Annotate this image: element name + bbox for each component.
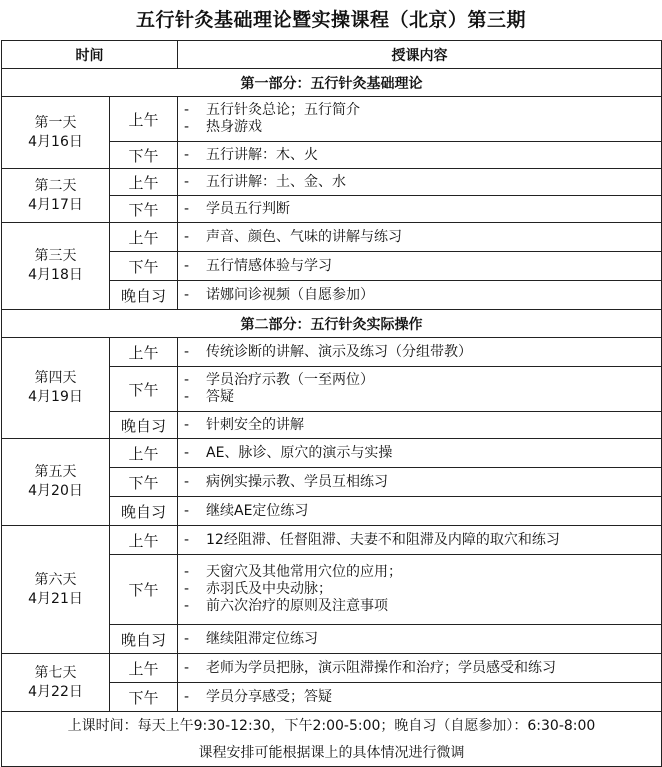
item-text: 继续阻滞定位练习 [206, 630, 318, 647]
item-text: 针刺安全的讲解 [206, 416, 304, 433]
slot-name: 上午 [110, 223, 178, 252]
item-text: 学员治疗示教（一至两位） [206, 372, 374, 388]
item-text: 继续AE定位练习 [206, 502, 309, 519]
bullet-dash: - [184, 372, 190, 388]
item-text: 病例实操示教、学员互相练习 [206, 473, 388, 490]
content-item [184, 598, 661, 615]
slot-content [178, 497, 662, 526]
slot-content [178, 625, 662, 654]
section-row [2, 69, 662, 97]
slot-content [178, 281, 662, 310]
slot-content [178, 196, 662, 223]
footer-note: 课程安排可能根据课上的具体情况进行微调 [2, 738, 662, 767]
content-item [184, 564, 661, 581]
slot-name: 下午 [110, 367, 178, 412]
footer-schedule: 上课时间：每天上午9:30-12:30，下午2:00-5:00；晚自习（自愿参加）：6:30-8:00 [2, 712, 662, 739]
slot-content [178, 555, 662, 625]
bullet-dash: - [184, 228, 190, 245]
bullet-dash: - [184, 146, 190, 163]
item-text: 答疑 [206, 389, 234, 405]
bullet-dash: - [184, 416, 190, 433]
slot-name: 下午 [110, 468, 178, 497]
bullet-dash: - [184, 598, 190, 614]
content-item [184, 119, 661, 136]
bullet-dash: - [184, 473, 190, 490]
item-text: 老师为学员把脉，演示阻滞操作和治疗；学员感受和练习 [206, 659, 556, 676]
item-text: 传统诊断的讲解、演示及练习（分组带教） [206, 343, 472, 360]
slot-name: 晚自习 [110, 412, 178, 439]
slot-name: 晚自习 [110, 625, 178, 654]
content-item [184, 445, 661, 462]
slot-content [178, 223, 662, 252]
slot-content [178, 412, 662, 439]
content-item [184, 372, 661, 389]
bullet-dash: - [184, 444, 190, 461]
slot-name: 上午 [110, 169, 178, 196]
slot-name: 下午 [110, 683, 178, 712]
header-time: 时间 [2, 41, 178, 69]
day-date: 4月22日 [28, 683, 83, 700]
bullet-dash: - [184, 688, 190, 705]
day-label: 第五天 [34, 464, 77, 480]
content-item [184, 660, 661, 677]
item-text: 声音、颜色、气味的讲解与练习 [206, 228, 402, 245]
content-item [184, 474, 661, 491]
day-cell [2, 526, 110, 654]
schedule-row [2, 654, 662, 683]
day-date: 4月16日 [28, 133, 83, 150]
slot-name: 晚自习 [110, 281, 178, 310]
item-text: 热身游戏 [206, 119, 262, 135]
content-item [184, 417, 661, 434]
content-item [184, 258, 661, 275]
section-title: 第一部分：五行针灸基础理论 [2, 69, 662, 97]
schedule-row [2, 169, 662, 196]
bullet-dash: - [184, 286, 190, 303]
item-text: 天窗穴及其他常用穴位的应用； [206, 564, 402, 580]
item-text: 学员五行判断 [206, 200, 290, 217]
bullet-dash: - [184, 343, 190, 360]
bullet-dash: - [184, 581, 190, 597]
content-item [184, 201, 661, 218]
schedule-row [2, 439, 662, 468]
day-label: 第一天 [34, 114, 77, 131]
slot-name: 上午 [110, 338, 178, 367]
day-cell [2, 223, 110, 310]
slot-name: 晚自习 [110, 497, 178, 526]
bullet-dash: - [184, 119, 190, 135]
day-date: 4月17日 [28, 196, 83, 213]
item-text: 五行情感体验与学习 [206, 257, 332, 274]
item-text: AE、脉诊、原穴的演示与实操 [206, 444, 393, 461]
bullet-dash: - [184, 630, 190, 647]
day-cell [2, 97, 110, 169]
schedule-body [2, 69, 662, 712]
content-item [184, 503, 661, 520]
content-item [184, 287, 661, 304]
content-item [184, 344, 661, 361]
slot-name: 下午 [110, 555, 178, 625]
day-label: 第七天 [34, 664, 77, 681]
content-item [184, 389, 661, 406]
content-item [184, 689, 661, 706]
day-date: 4月20日 [28, 483, 83, 499]
content-item [184, 147, 661, 164]
item-text: 赤羽氏及中央动脉； [206, 581, 332, 597]
bullet-dash: - [184, 659, 190, 676]
content-item [184, 532, 661, 549]
item-text: 五行讲解：土、金、水 [206, 173, 346, 190]
item-text: 五行针灸总论；五行简介 [206, 102, 360, 118]
content-item [184, 581, 661, 598]
item-text: 前六次治疗的原则及注意事项 [206, 598, 388, 614]
header-content: 授课内容 [178, 41, 662, 69]
bullet-dash: - [184, 200, 190, 217]
page-title: 五行针灸基础理论暨实操课程（北京）第三期 [135, 9, 526, 31]
day-label: 第二天 [34, 177, 77, 194]
day-date: 4月21日 [28, 590, 83, 607]
slot-content [178, 338, 662, 367]
slot-name: 下午 [110, 142, 178, 169]
item-text: 12经阻滞、任督阻滞、夫妻不和阻滞及内障的取穴和练习 [206, 531, 560, 548]
schedule-row [2, 223, 662, 252]
slot-name: 上午 [110, 526, 178, 555]
slot-content [178, 142, 662, 169]
day-cell [2, 439, 110, 526]
day-label: 第四天 [34, 370, 77, 386]
item-text: 五行讲解：木、火 [206, 146, 318, 163]
content-item [184, 631, 661, 648]
slot-content [178, 683, 662, 712]
schedule-table [1, 40, 662, 767]
day-date: 4月18日 [28, 267, 83, 283]
slot-name: 下午 [110, 196, 178, 223]
content-item [184, 229, 661, 246]
bullet-dash: - [184, 257, 190, 274]
schedule-row [2, 97, 662, 142]
item-text: 学员分享感受；答疑 [206, 688, 332, 705]
slot-content [178, 97, 662, 142]
schedule-row [2, 526, 662, 555]
day-label: 第六天 [34, 571, 77, 588]
slot-name: 下午 [110, 252, 178, 281]
bullet-dash: - [184, 173, 190, 190]
bullet-dash: - [184, 531, 190, 548]
slot-name: 上午 [110, 97, 178, 142]
slot-content [178, 654, 662, 683]
slot-content [178, 169, 662, 196]
day-date: 4月19日 [28, 389, 83, 405]
slot-content [178, 526, 662, 555]
day-cell [2, 169, 110, 223]
day-cell [2, 654, 110, 712]
section-row [2, 310, 662, 338]
slot-content [178, 252, 662, 281]
slot-name: 上午 [110, 654, 178, 683]
footer-schedule-row [2, 712, 662, 739]
slot-content [178, 468, 662, 497]
slot-name: 上午 [110, 439, 178, 468]
content-item [184, 102, 661, 119]
header-row [2, 41, 662, 69]
slot-content [178, 439, 662, 468]
section-title: 第二部分：五行针灸实际操作 [2, 310, 662, 338]
item-text: 诺娜问诊视频（自愿参加） [206, 286, 374, 303]
slot-content [178, 367, 662, 412]
footer-note-row [2, 738, 662, 767]
content-item [184, 174, 661, 191]
day-label: 第三天 [34, 248, 77, 264]
bullet-dash: - [184, 102, 190, 118]
bullet-dash: - [184, 389, 190, 405]
bullet-dash: - [184, 502, 190, 519]
bullet-dash: - [184, 564, 190, 580]
day-cell [2, 338, 110, 439]
schedule-row [2, 338, 662, 367]
